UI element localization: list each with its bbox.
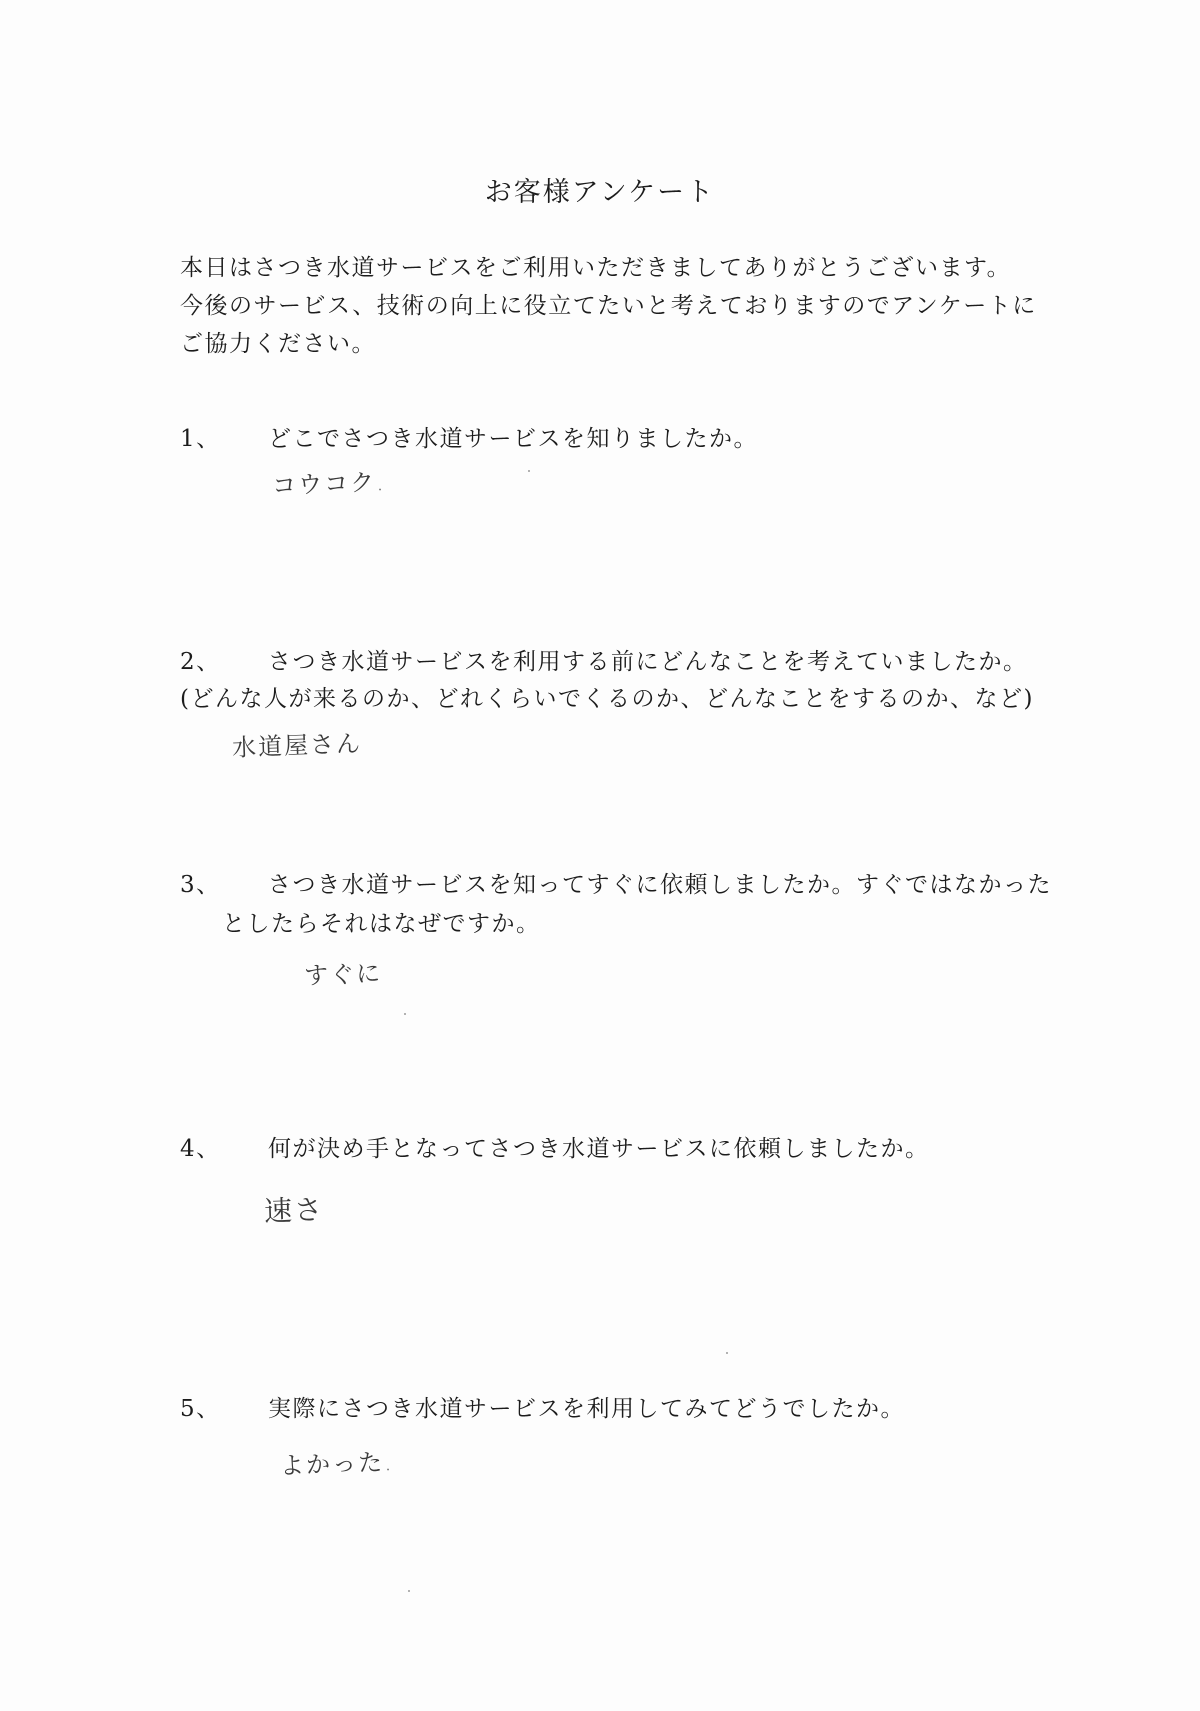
- intro-line-2: 今後のサービス、技術の向上に役立てたいと考えておりますのでアンケートに: [180, 293, 1037, 319]
- question-1-number: 1、: [180, 426, 221, 452]
- question-3-subtext: としたらそれはなぜですか。: [222, 911, 541, 937]
- scan-speck: [404, 1013, 406, 1015]
- question-2-number: 2、: [180, 649, 221, 675]
- scan-speck: [408, 1590, 410, 1592]
- answer-3: すぐに: [303, 959, 383, 990]
- question-5-text: 実際にさつき水道サービスを利用してみてどうでしたか。: [268, 1396, 905, 1422]
- question-1-text: どこでさつき水道サービスを知りましたか。: [268, 426, 758, 452]
- scan-speck: [528, 470, 530, 472]
- question-3-number: 3、: [180, 872, 221, 898]
- question-5-number: 5、: [180, 1396, 221, 1422]
- answer-1: コウコク.: [271, 468, 387, 500]
- intro-line-1: 本日はさつき水道サービスをご利用いただきましてありがとうございます。: [180, 255, 1012, 281]
- answer-2: 水道屋さん: [231, 729, 363, 762]
- question-2-text: さつき水道サービスを利用する前にどんなことを考えていましたか。: [268, 649, 1028, 675]
- question-2-subtext: (どんな人が来るのか、どれくらいでくるのか、どんなことをするのか、など): [180, 686, 1034, 712]
- question-3-text: さつき水道サービスを知ってすぐに依頼しましたか。すぐではなかった: [268, 872, 1052, 898]
- page-title: お客様アンケート: [484, 177, 716, 208]
- intro-paragraph: [180, 249, 1120, 363]
- question-4-text: 何が決め手となってさつき水道サービスに依頼しましたか。: [268, 1136, 930, 1162]
- answer-5: よかった.: [279, 1448, 395, 1480]
- answer-4: 速さ: [263, 1192, 325, 1228]
- intro-line-3: ご協力ください。: [180, 331, 376, 357]
- question-4-number: 4、: [180, 1136, 221, 1162]
- scan-speck: [726, 1352, 728, 1354]
